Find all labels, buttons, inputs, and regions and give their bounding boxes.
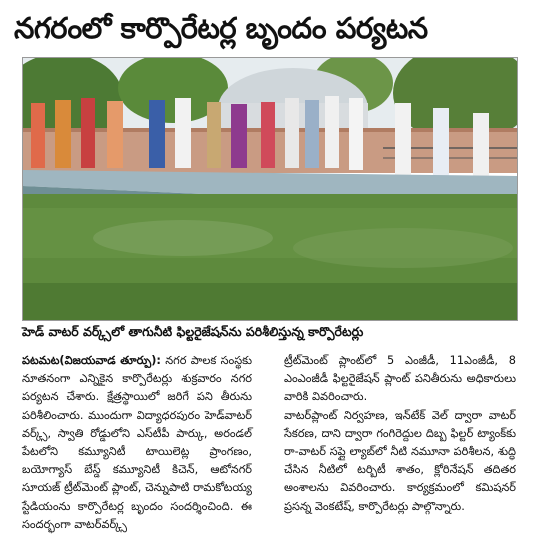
article-column-left xyxy=(22,352,252,534)
article-text: నగర పాలక సంస్థకు నూతనంగా ఎన్నికైన కార్పొరేటర్లు శుక్రవారం నగర పర్యటన చేశారు. క్షేత్రస్థాయిలో జరిగే పని తీరును పరిశీలించారు. ముందుగా విద్యాధరపురం హెడ్‌వాటర్ వర్క్స్, స్వాతి రోడ్డులోని ఎస్‌టీపీ పార్కు, అరండల్ పేటలోని కమ్యూనిటీ టాయిలెట్ల ప్రాంగణం, బయోగ్యాస్ బేస్డ్ కమ్యూనిటీ కిచెన్, ఆటోనగర్ సూయజ్ ట్రీట్‌మెంట్ ప్లాంట్, చెన్నుపాటి రామకోటయ్య స్టేడియంను కార్పొరేటర్ల బృందం సందర్శించింది. ఈ సందర్భంగా వాటర్‌వర్క్స్ xyxy=(22,354,252,531)
dateline: పటమట(విజయవాడ తూర్పు): xyxy=(22,354,161,367)
article-paragraph: ట్రీట్‌మెంట్ ప్లాంట్‌లో 5 ఎంజీడీ, 11ఎంజీడీ, 8 ఎంఎంజీడీ ఫిల్టరైజేషన్ ప్లాంట్ పనితీరును అధికారులు వారికి వివరించారు. xyxy=(284,354,516,404)
photo-caption: హెడ్ వాటర్ వర్క్స్‌లో తాగునీటి ఫిల్టరైజేషన్‌ను పరిశీలిస్తున్న కార్పొరేటర్లు xyxy=(22,324,364,339)
news-photo xyxy=(22,57,518,321)
headline: నగరంలో కార్పొరేటర్ల బృందం పర్యటన xyxy=(14,11,428,45)
article-paragraph xyxy=(22,352,252,534)
article-column-right xyxy=(284,352,516,516)
article-paragraph: వాటర్‌ప్లాంట్ నిర్వహణ, ఇన్‌టేక్ వెల్ ద్వారా వాటర్ సేకరణ, దాని ద్వారా గంగిరెద్దుల దిబ్బ ఫిల్టర్ ట్యాంక్‌కు రా-వాటర్ సప్లై ల్యాబ్‌లో నీటి నమూనా పరిశీలన, శుద్ధి చేసిన నీటిలో టర్బిటీ శాతం, క్లోరినేషన్ తదితర అంశాలను వివరించారు. కార్యక్రమంలో కమిషనర్ ప్రసన్న వెంకటేష్, కార్పొరేటర్లు పాల్గొన్నారు. xyxy=(284,408,516,513)
